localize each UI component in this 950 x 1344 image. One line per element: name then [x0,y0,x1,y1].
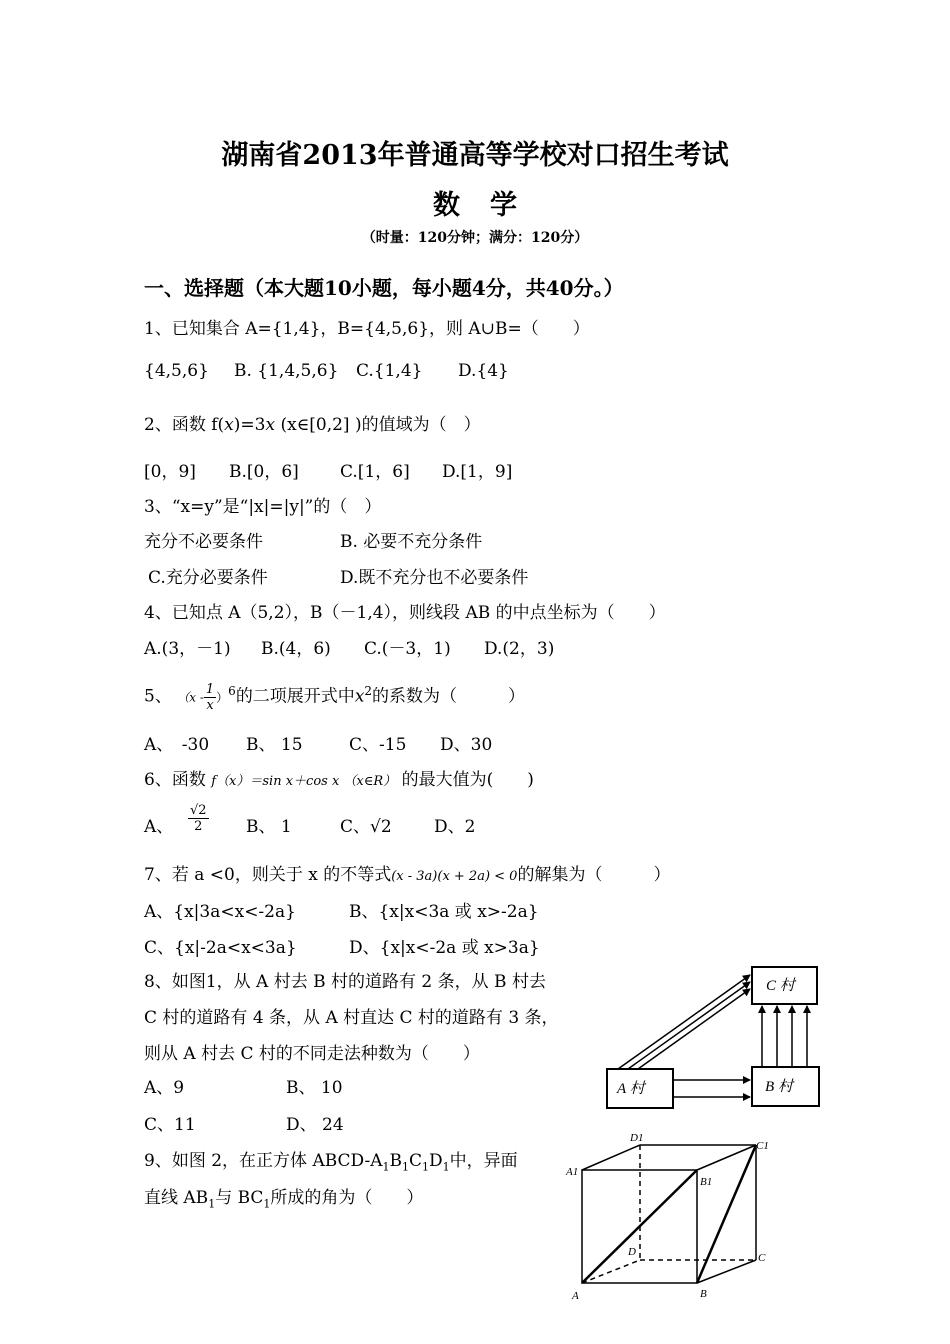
question-4-stem: 4、已知点 A（5,2），B（－1,4），则线段 AB 的中点坐标为（ ） [144,603,666,623]
question-7-option-a: A、{x|3a<x<-2a} [144,902,296,922]
question-7-option-c: C、{x|-2a<x<3a} [144,938,297,958]
question-9-line-2: 直线 $AB_1$与 $BC_1$所成的角为（ ） [144,1188,424,1211]
question-1-option-c: C.{1,4} [356,361,423,381]
question-2-stem: 2、函数 f(x)=3x (x∈[0,2] )的值域为（ ） [144,415,481,435]
question-2-option-a: [0，9] [144,462,196,482]
question-5-option-a: A、 -30 [144,735,210,755]
question-6-option-d: D、2 [434,817,476,837]
question-8-line-1: 8、如图1，从 A 村去 B 村的道路有 2 条，从 B 村去 [144,972,546,992]
question-8-line-2: C 村的道路有 4 条，从 A 村直达 C 村的道路有 3 条， [144,1008,559,1028]
question-3-option-c: C.充分必要条件 [148,568,268,588]
question-5-option-d: D、30 [440,735,493,755]
road-a-to-c-2 [628,982,750,1069]
question-3-stem: 3、“x=y”是“|x|=|y|”的（ ） [144,497,382,517]
question-2-option-b: B.[0，6] [229,462,299,482]
vertex-a1-label: A1 [566,1166,579,1178]
road-a-to-c-1 [618,975,750,1069]
question-9-line-1: 9、如图 2，在正方体 ABCD-$A_1B_1C_1D_1$中，异面 [144,1151,518,1174]
figure-2-cube [560,1125,790,1305]
question-3-option-b: B. 必要不充分条件 [340,532,483,552]
vertex-c1-label: C1 [756,1140,769,1152]
question-4-option-a: A.(3，－1) [144,639,231,659]
question-1-stem: 1、已知集合 A={1,4}，B={4,5,6}，则 A∪B=（ ） [144,319,590,339]
figure-1-road-diagram [600,960,830,1115]
question-6-option-a-fraction: $\frac{√2}{2}$ [190,803,207,834]
question-1-option-a: {4,5,6} [144,361,209,381]
question-7-stem: 7、若 a <0，则关于 x 的不等式(x - 3a)(x + 2a) < 0的解集为（ ） [144,865,671,885]
question-5-option-c: C、-15 [349,735,407,755]
road-a-to-c-3 [638,989,750,1069]
vertex-d-label: D [628,1246,636,1258]
vertex-b-label: B [700,1288,707,1300]
question-6-option-a-label: A、 [144,817,174,837]
question-6-option-c: C、√2 [340,817,392,837]
question-2-option-c: C.[1，6] [340,462,410,482]
question-1-option-b: B. {1,4,5,6} [234,361,339,381]
question-8-line-3: 则从 A 村去 C 村的不同走法种数为（ ） [144,1044,480,1064]
question-4-option-c: C.(－3，1) [364,639,451,659]
section-heading: 一、选择题（本大题10小题，每小题4分，共40分。） [144,276,624,300]
question-8-option-d: D、 24 [286,1115,344,1135]
question-4-option-b: B.(4，6) [261,639,331,659]
question-7-option-d: D、{x|x<-2a 或 x>3a} [349,938,540,958]
question-5-option-b: B、 15 [246,735,303,755]
question-8-option-b: B、 10 [286,1078,343,1098]
vertex-d1-label: D1 [630,1132,644,1144]
exam-timing: （时量：120分钟；满分：120分） [361,230,589,246]
question-7-option-b: B、{x|x<3a 或 x>-2a} [349,902,539,922]
question-1-option-d: D.{4} [458,361,509,381]
line-ab1 [582,1170,697,1283]
question-8-option-c: C、11 [144,1115,196,1135]
edge-a1-d1 [582,1145,640,1170]
question-6-option-b: B、 1 [246,817,292,837]
vertex-b1-label: B1 [700,1176,713,1188]
question-5-stem: 5、 （x - $\frac{1}{x}$ ）$^6$的二项展开式中$x^2$的系数为（ ） [144,681,526,713]
question-2-option-d: D.[1，9] [442,462,513,482]
question-3-option-d: D.既不充分也不必要条件 [340,568,529,588]
village-a-label: A 村 [617,1081,645,1097]
village-b-label: B 村 [765,1079,793,1095]
question-4-option-d: D.(2，3) [484,639,555,659]
edge-a-d [582,1260,640,1283]
vertex-c-label: C [758,1252,766,1264]
exam-title: 湖南省2013年普通高等学校对口招生考试 [221,140,729,171]
question-6-stem: 6、函数 f（x）＝sin x＋cos x （x∈R） 的最大值为( ) [144,770,534,790]
village-c-label: C 村 [766,978,795,994]
exam-subject: 数学 [433,190,547,221]
vertex-a-label: A [572,1290,579,1302]
question-3-option-a: 充分不必要条件 [144,532,263,552]
question-8-option-a: A、9 [144,1078,185,1098]
